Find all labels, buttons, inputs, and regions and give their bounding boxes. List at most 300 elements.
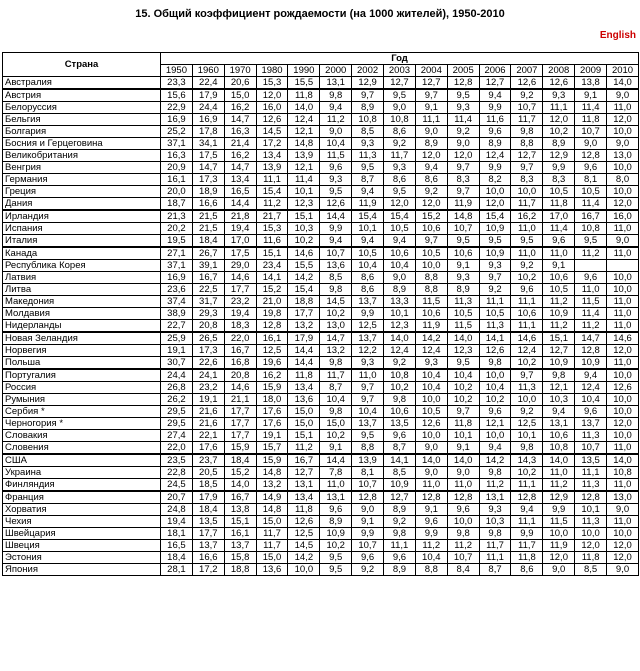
value-cell: 10,5 xyxy=(543,186,575,198)
value-cell: 9,2 xyxy=(511,89,543,102)
value-cell: 9,3 xyxy=(352,138,384,150)
value-cell: 11,0 xyxy=(607,479,639,492)
country-name-cell: Босния и Герцеговина xyxy=(3,138,161,150)
value-cell: 9,9 xyxy=(511,528,543,540)
value-cell: 11,0 xyxy=(607,442,639,455)
value-cell: 8,6 xyxy=(352,284,384,296)
value-cell: 9,9 xyxy=(320,223,352,235)
year-header-cell: 2002 xyxy=(352,65,384,77)
value-cell: 24,4 xyxy=(161,369,193,382)
year-header-cell: 1970 xyxy=(224,65,256,77)
value-cell: 9,5 xyxy=(320,564,352,576)
value-cell: 11,4 xyxy=(543,223,575,235)
value-cell: 11,2 xyxy=(288,442,320,455)
value-cell: 8,9 xyxy=(320,516,352,528)
value-cell: 17,0 xyxy=(224,235,256,248)
value-cell: 22,0 xyxy=(161,442,193,455)
value-cell: 14,2 xyxy=(415,332,447,345)
value-cell: 15,7 xyxy=(256,442,288,455)
value-cell: 17,7 xyxy=(192,528,224,540)
value-cell: 9,5 xyxy=(320,186,352,198)
value-cell: 24,1 xyxy=(192,369,224,382)
value-cell: 12,9 xyxy=(352,77,384,90)
value-cell: 11,1 xyxy=(479,552,511,564)
value-cell: 15,2 xyxy=(224,467,256,479)
value-cell: 12,8 xyxy=(511,491,543,504)
value-cell: 10,5 xyxy=(352,247,384,260)
value-cell: 9,9 xyxy=(479,162,511,174)
value-cell: 9,0 xyxy=(447,467,479,479)
value-cell: 10,4 xyxy=(352,406,384,418)
value-cell: 9,9 xyxy=(479,102,511,114)
value-cell: 12,6 xyxy=(256,114,288,126)
value-cell: 9,5 xyxy=(511,235,543,248)
value-cell: 9,4 xyxy=(415,162,447,174)
value-cell: 22,6 xyxy=(192,357,224,370)
value-cell: 16,7 xyxy=(192,272,224,284)
value-cell: 10,7 xyxy=(447,223,479,235)
value-cell: 10,9 xyxy=(479,247,511,260)
value-cell: 9,6 xyxy=(575,406,607,418)
value-cell: 9,3 xyxy=(479,260,511,272)
table-row xyxy=(3,394,639,406)
value-cell: 9,0 xyxy=(607,504,639,516)
year-header-cell: 2005 xyxy=(447,65,479,77)
country-name-cell: Эстония xyxy=(3,552,161,564)
value-cell: 10,0 xyxy=(447,516,479,528)
value-cell: 9,1 xyxy=(415,504,447,516)
value-cell: 13,2 xyxy=(320,345,352,357)
value-cell: 11,3 xyxy=(575,430,607,442)
table-row xyxy=(3,382,639,394)
value-cell: 17,5 xyxy=(224,247,256,260)
value-cell: 8,8 xyxy=(415,564,447,576)
value-cell: 21,5 xyxy=(192,210,224,223)
value-cell: 11,0 xyxy=(607,296,639,308)
table-row xyxy=(3,454,639,467)
value-cell: 14,4 xyxy=(288,345,320,357)
value-cell: 13,7 xyxy=(224,540,256,552)
value-cell: 14,6 xyxy=(224,272,256,284)
value-cell: 14,1 xyxy=(384,454,416,467)
table-row xyxy=(3,369,639,382)
value-cell: 10,4 xyxy=(479,382,511,394)
table-row xyxy=(3,126,639,138)
value-cell: 12,4 xyxy=(384,345,416,357)
value-cell: 9,4 xyxy=(320,235,352,248)
value-cell: 10,0 xyxy=(415,394,447,406)
value-cell: 10,5 xyxy=(543,284,575,296)
value-cell: 13,9 xyxy=(352,454,384,467)
language-link[interactable]: English xyxy=(599,30,636,41)
value-cell: 9,7 xyxy=(447,186,479,198)
value-cell: 10,1 xyxy=(288,186,320,198)
value-cell: 10,7 xyxy=(352,540,384,552)
value-cell: 8,6 xyxy=(415,174,447,186)
value-cell: 10,2 xyxy=(511,272,543,284)
value-cell: 9,6 xyxy=(320,162,352,174)
value-cell: 10,0 xyxy=(607,272,639,284)
value-cell: 8,5 xyxy=(384,467,416,479)
value-cell: 15,1 xyxy=(288,210,320,223)
value-cell: 21,6 xyxy=(192,418,224,430)
table-row xyxy=(3,467,639,479)
value-cell: 9,0 xyxy=(575,138,607,150)
value-cell: 12,7 xyxy=(543,345,575,357)
country-name-cell: Норвегия xyxy=(3,345,161,357)
value-cell: 12,6 xyxy=(288,516,320,528)
value-cell: 11,2 xyxy=(543,296,575,308)
value-cell: 12,7 xyxy=(479,77,511,90)
value-cell: 9,8 xyxy=(320,406,352,418)
value-cell: 14,4 xyxy=(320,454,352,467)
value-cell: 20,9 xyxy=(161,162,193,174)
value-cell: 8,1 xyxy=(575,174,607,186)
value-cell: 10,4 xyxy=(352,260,384,272)
value-cell: 14,7 xyxy=(575,332,607,345)
value-cell: 15,0 xyxy=(256,552,288,564)
value-cell: 11,2 xyxy=(415,540,447,552)
country-name-cell: Финляндия xyxy=(3,479,161,492)
value-cell: 9,4 xyxy=(543,406,575,418)
value-cell: 9,3 xyxy=(447,102,479,114)
value-cell: 14,8 xyxy=(256,467,288,479)
year-header-cell: 1990 xyxy=(288,65,320,77)
value-cell: 13,0 xyxy=(607,150,639,162)
country-name-cell: Дания xyxy=(3,198,161,211)
value-cell: 12,0 xyxy=(575,540,607,552)
value-cell: 10,9 xyxy=(543,357,575,370)
table-row xyxy=(3,235,639,248)
value-cell: 11,2 xyxy=(543,320,575,333)
value-cell: 16,1 xyxy=(224,528,256,540)
value-cell: 14,0 xyxy=(607,454,639,467)
value-cell: 9,3 xyxy=(384,162,416,174)
country-name-cell: Бельгия xyxy=(3,114,161,126)
value-cell: 8,8 xyxy=(415,272,447,284)
table-row xyxy=(3,308,639,320)
value-cell: 12,3 xyxy=(288,198,320,211)
country-name-cell: Япония xyxy=(3,564,161,576)
value-cell: 19,5 xyxy=(161,235,193,248)
value-cell: 11,3 xyxy=(447,296,479,308)
value-cell: 11,4 xyxy=(575,198,607,211)
value-cell: 16,6 xyxy=(192,552,224,564)
value-cell: 11,0 xyxy=(607,102,639,114)
value-cell: 25,9 xyxy=(161,332,193,345)
value-cell: 10,6 xyxy=(543,430,575,442)
value-cell: 39,1 xyxy=(192,260,224,272)
value-cell: 17,6 xyxy=(256,406,288,418)
country-name-cell: Россия xyxy=(3,382,161,394)
value-cell: 20,5 xyxy=(192,467,224,479)
value-cell: 20,6 xyxy=(224,77,256,90)
country-name-cell: Белоруссия xyxy=(3,102,161,114)
value-cell: 11,0 xyxy=(543,247,575,260)
value-cell: 10,9 xyxy=(320,528,352,540)
table-row xyxy=(3,406,639,418)
year-header-cell: 2004 xyxy=(415,65,447,77)
value-cell: 14,4 xyxy=(224,198,256,211)
value-cell: 14,6 xyxy=(224,382,256,394)
value-cell: 11,5 xyxy=(575,296,607,308)
value-cell: 10,2 xyxy=(511,467,543,479)
value-cell: 14,4 xyxy=(320,210,352,223)
country-name-cell: Польша xyxy=(3,357,161,370)
table-row xyxy=(3,442,639,455)
value-cell: 13,3 xyxy=(384,296,416,308)
value-cell: 11,3 xyxy=(575,479,607,492)
value-cell: 11,8 xyxy=(288,504,320,516)
value-cell: 10,4 xyxy=(320,394,352,406)
value-cell: 8,5 xyxy=(575,564,607,576)
value-cell: 8,9 xyxy=(415,138,447,150)
country-name-cell: Нидерланды xyxy=(3,320,161,333)
value-cell: 34,1 xyxy=(192,138,224,150)
value-cell: 18,4 xyxy=(161,552,193,564)
value-cell: 10,0 xyxy=(607,284,639,296)
birth-rate-table xyxy=(2,52,639,576)
value-cell: 11,0 xyxy=(575,284,607,296)
value-cell: 24,5 xyxy=(161,479,193,492)
value-cell: 12,1 xyxy=(479,418,511,430)
value-cell: 17,7 xyxy=(224,430,256,442)
value-cell: 10,8 xyxy=(543,442,575,455)
value-cell: 11,0 xyxy=(607,516,639,528)
value-cell: 10,0 xyxy=(511,394,543,406)
value-cell: 16,8 xyxy=(224,357,256,370)
value-cell: 15,0 xyxy=(288,406,320,418)
value-cell: 11,5 xyxy=(447,320,479,333)
country-name-cell: Испания xyxy=(3,223,161,235)
table-row xyxy=(3,418,639,430)
country-name-cell: Канада xyxy=(3,247,161,260)
value-cell: 9,9 xyxy=(543,162,575,174)
value-cell: 9,5 xyxy=(479,235,511,248)
value-cell: 18,8 xyxy=(224,564,256,576)
value-cell: 22,5 xyxy=(192,284,224,296)
value-cell: 10,0 xyxy=(479,430,511,442)
value-cell: 10,9 xyxy=(479,223,511,235)
value-cell: 12,0 xyxy=(607,114,639,126)
value-cell: 11,3 xyxy=(479,320,511,333)
value-cell: 14,7 xyxy=(192,162,224,174)
value-cell: 12,0 xyxy=(447,150,479,162)
value-cell: 18,7 xyxy=(161,198,193,211)
value-cell: 20,0 xyxy=(161,186,193,198)
value-cell: 13,2 xyxy=(288,320,320,333)
value-cell: 22,9 xyxy=(161,102,193,114)
value-cell: 9,3 xyxy=(447,272,479,284)
value-cell: 10,6 xyxy=(384,406,416,418)
value-cell: 22,1 xyxy=(192,430,224,442)
value-cell: 21,7 xyxy=(256,210,288,223)
year-header-cell: 1950 xyxy=(161,65,193,77)
value-cell: 15,9 xyxy=(256,454,288,467)
value-cell: 11,0 xyxy=(447,479,479,492)
value-cell: 8,7 xyxy=(479,564,511,576)
value-cell: 14,8 xyxy=(256,504,288,516)
value-cell: 10,7 xyxy=(320,247,352,260)
table-row xyxy=(3,564,639,576)
table-body xyxy=(3,77,639,576)
value-cell: 12,1 xyxy=(543,382,575,394)
value-cell: 9,8 xyxy=(320,284,352,296)
value-cell: 8,8 xyxy=(511,138,543,150)
value-cell: 23,3 xyxy=(161,77,193,90)
value-cell: 9,2 xyxy=(511,260,543,272)
value-cell: 11,1 xyxy=(511,320,543,333)
value-cell: 9,2 xyxy=(352,564,384,576)
value-cell: 14,2 xyxy=(479,454,511,467)
value-cell: 9,7 xyxy=(511,162,543,174)
country-name-cell: Черногория * xyxy=(3,418,161,430)
value-cell: 9,7 xyxy=(352,382,384,394)
value-cell: 9,4 xyxy=(352,186,384,198)
country-name-cell: Украина xyxy=(3,467,161,479)
value-cell: 10,0 xyxy=(575,528,607,540)
value-cell: 10,4 xyxy=(447,369,479,382)
value-cell: 11,9 xyxy=(543,540,575,552)
value-cell: 11,4 xyxy=(575,102,607,114)
value-cell: 10,0 xyxy=(415,260,447,272)
year-header-cell: 2008 xyxy=(543,65,575,77)
value-cell: 11,8 xyxy=(511,552,543,564)
table-row xyxy=(3,102,639,114)
value-cell: 15,0 xyxy=(288,418,320,430)
value-cell: 11,9 xyxy=(352,198,384,211)
value-cell: 10,0 xyxy=(607,369,639,382)
table-row xyxy=(3,223,639,235)
value-cell: 11,2 xyxy=(320,114,352,126)
country-name-cell: Македония xyxy=(3,296,161,308)
value-cell: 14,5 xyxy=(256,126,288,138)
value-cell: 10,9 xyxy=(575,357,607,370)
value-cell: 8,4 xyxy=(447,564,479,576)
value-cell: 10,0 xyxy=(479,369,511,382)
value-cell: 8,9 xyxy=(543,138,575,150)
value-cell: 14,6 xyxy=(607,332,639,345)
value-cell: 10,0 xyxy=(607,528,639,540)
value-cell: 12,8 xyxy=(415,491,447,504)
value-cell: 13,8 xyxy=(224,504,256,516)
value-cell: 9,4 xyxy=(479,442,511,455)
value-cell: 9,5 xyxy=(384,89,416,102)
value-cell: 12,9 xyxy=(543,150,575,162)
value-cell: 8,3 xyxy=(543,174,575,186)
value-cell: 12,3 xyxy=(384,320,416,333)
value-cell: 12,5 xyxy=(256,345,288,357)
value-cell: 16,1 xyxy=(161,174,193,186)
value-cell: 17,2 xyxy=(192,564,224,576)
value-cell: 8,5 xyxy=(320,272,352,284)
country-name-cell: Новая Зеландия xyxy=(3,332,161,345)
value-cell: 9,4 xyxy=(575,369,607,382)
value-cell: 14,7 xyxy=(224,114,256,126)
value-cell: 9,0 xyxy=(320,126,352,138)
value-cell: 16,5 xyxy=(224,186,256,198)
value-cell: 11,0 xyxy=(320,479,352,492)
value-cell: 29,0 xyxy=(224,260,256,272)
value-cell: 9,0 xyxy=(415,467,447,479)
value-cell: 10,4 xyxy=(415,552,447,564)
value-cell: 17,5 xyxy=(192,150,224,162)
value-cell: 9,8 xyxy=(511,126,543,138)
value-cell: 14,0 xyxy=(543,454,575,467)
value-cell: 18,5 xyxy=(192,479,224,492)
value-cell: 12,4 xyxy=(511,345,543,357)
value-cell: 9,0 xyxy=(607,564,639,576)
value-cell: 11,5 xyxy=(415,296,447,308)
value-cell: 10,5 xyxy=(384,223,416,235)
value-cell: 10,8 xyxy=(607,467,639,479)
table-row xyxy=(3,491,639,504)
value-cell: 11,7 xyxy=(511,540,543,552)
value-cell: 14,1 xyxy=(256,272,288,284)
value-cell: 14,6 xyxy=(288,247,320,260)
value-cell: 9,6 xyxy=(415,516,447,528)
value-cell: 15,6 xyxy=(161,89,193,102)
value-cell: 10,5 xyxy=(447,308,479,320)
value-cell: 23,2 xyxy=(224,296,256,308)
value-cell: 11,3 xyxy=(511,382,543,394)
value-cell: 13,7 xyxy=(352,418,384,430)
country-name-cell: Республика Корея xyxy=(3,260,161,272)
value-cell: 10,0 xyxy=(543,528,575,540)
value-cell: 8,8 xyxy=(352,442,384,455)
value-cell: 12,2 xyxy=(352,345,384,357)
value-cell: 12,0 xyxy=(256,89,288,102)
value-cell: 12,0 xyxy=(607,540,639,552)
value-cell: 12,6 xyxy=(415,418,447,430)
table-row xyxy=(3,528,639,540)
value-cell: 15,4 xyxy=(384,210,416,223)
country-name-cell: Ирландия xyxy=(3,210,161,223)
country-name-cell: Литва xyxy=(3,284,161,296)
value-cell: 12,0 xyxy=(479,198,511,211)
year-group-header: Год xyxy=(161,53,639,65)
country-name-cell: Греция xyxy=(3,186,161,198)
table-row xyxy=(3,138,639,150)
country-name-cell: США xyxy=(3,454,161,467)
value-cell: 13,1 xyxy=(543,418,575,430)
value-cell: 11,3 xyxy=(352,150,384,162)
year-header-cell: 1960 xyxy=(192,65,224,77)
value-cell: 12,4 xyxy=(288,114,320,126)
value-cell: 19,4 xyxy=(224,223,256,235)
value-cell: 9,9 xyxy=(415,528,447,540)
table-row xyxy=(3,260,639,272)
value-cell: 17,9 xyxy=(192,491,224,504)
value-cell: 14,5 xyxy=(320,296,352,308)
value-cell: 21,0 xyxy=(256,296,288,308)
value-cell: 12,4 xyxy=(575,382,607,394)
value-cell: 15,5 xyxy=(288,77,320,90)
value-cell: 9,0 xyxy=(415,442,447,455)
value-cell: 23,4 xyxy=(256,260,288,272)
value-cell: 8,7 xyxy=(384,442,416,455)
value-cell: 8,9 xyxy=(384,504,416,516)
value-cell: 14,0 xyxy=(288,102,320,114)
value-cell: 9,6 xyxy=(575,162,607,174)
value-cell: 9,2 xyxy=(479,284,511,296)
value-cell: 9,8 xyxy=(479,357,511,370)
value-cell: 10,0 xyxy=(479,186,511,198)
value-cell: 10,0 xyxy=(607,406,639,418)
country-name-cell: Швейцария xyxy=(3,528,161,540)
value-cell: 10,2 xyxy=(479,394,511,406)
value-cell: 16,7 xyxy=(224,491,256,504)
